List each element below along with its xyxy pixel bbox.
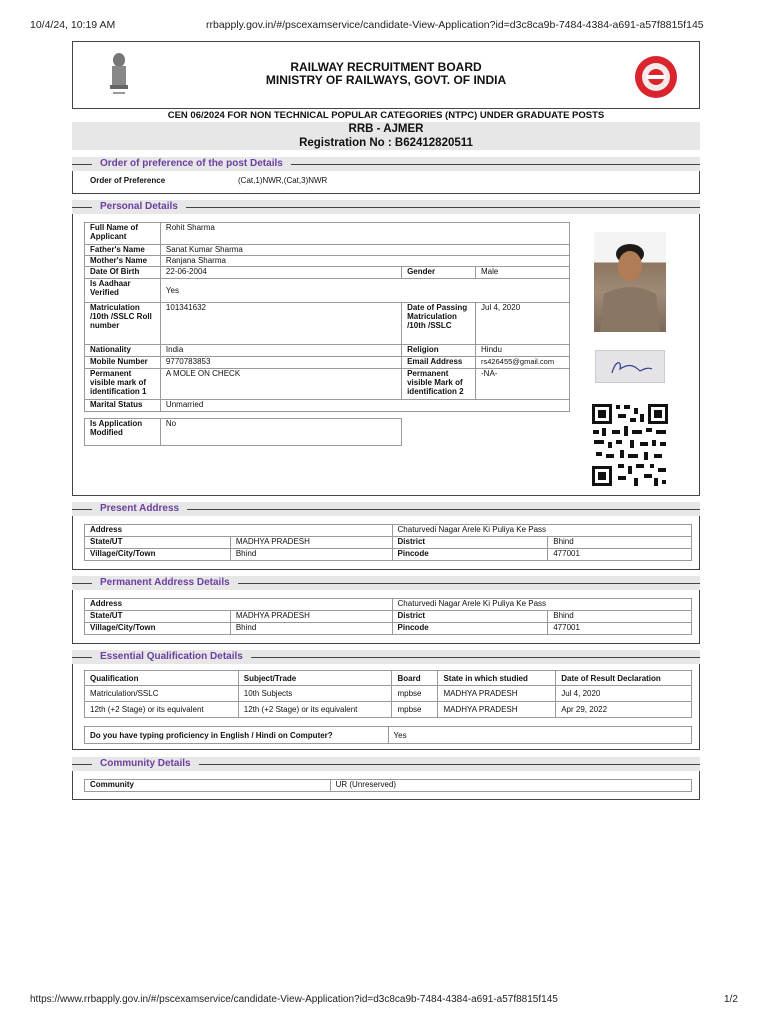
religion-value: Hindu [476, 345, 570, 357]
modified-label: Is Application Modified [85, 419, 161, 446]
gender-value: Male [476, 267, 570, 279]
aadhaar-value: Yes [160, 279, 569, 303]
marital-label: Marital Status [85, 400, 161, 412]
exam-title: CEN 06/2024 FOR NON TECHNICAL POPULAR CATEGORIES (NTPC) UNDER GRADUATE POSTS [167, 110, 605, 121]
permanent-district-label: District [392, 611, 548, 623]
present-pincode-label: Pincode [392, 549, 548, 561]
mother-name-value: Ranjana Sharma [160, 256, 569, 267]
table-row [85, 611, 692, 623]
marital-value: Unmarried [160, 400, 569, 412]
table-row [85, 623, 692, 635]
print-timestamp: 10/4/24, 10:19 AM [30, 19, 116, 31]
table-cell: Jul 4, 2020 [556, 686, 692, 702]
community-table [84, 779, 692, 792]
present-village-label: Village/City/Town [85, 549, 231, 561]
permanent-pincode-value: 477001 [548, 623, 692, 635]
indian-railways-logo-icon [634, 55, 678, 99]
table-row [85, 245, 570, 256]
preference-section-title: Order of preference of the post Details [92, 157, 291, 171]
applicant-signature [595, 350, 665, 383]
modified-value: No [160, 419, 401, 446]
board-header [72, 41, 700, 109]
table-cell: mpbse [392, 702, 438, 718]
matric-date-label: Date of Passing Matriculation /10th /SSLC [402, 303, 476, 345]
gender-label: Gender [402, 267, 476, 279]
full-name-value: Rohit Sharma [160, 223, 569, 245]
modified-table [84, 418, 402, 446]
preference-label: Order of Preference [90, 176, 166, 185]
mark2-label: Permanent visible Mark of identification 2 [402, 369, 476, 400]
present-state-label: State/UT [85, 537, 231, 549]
table-row [85, 537, 692, 549]
religion-label: Religion [402, 345, 476, 357]
nationality-value: India [160, 345, 401, 357]
mark1-value: A MOLE ON CHECK [160, 369, 401, 400]
typing-label: Do you have typing proficiency in English / Hindi on Computer? [85, 727, 389, 744]
table-cell: 12th (+2 Stage) or its equivalent [85, 702, 239, 718]
mobile-value: 9770783853 [160, 357, 401, 369]
permanent-district-value: Bhind [548, 611, 692, 623]
father-name-label: Father's Name [85, 245, 161, 256]
column-header: Date of Result Declaration [556, 671, 692, 686]
permanent-address-section-title: Permanent Address Details [92, 576, 238, 590]
typing-proficiency-table [84, 726, 692, 744]
table-cell: Apr 29, 2022 [556, 702, 692, 718]
personal-details-table [84, 222, 570, 412]
table-row [85, 549, 692, 561]
exam-info-band [72, 122, 700, 150]
print-page-number: 1/2 [724, 994, 738, 1005]
table-row [85, 223, 570, 245]
column-header: Board [392, 671, 438, 686]
personal-section-header [72, 200, 700, 214]
table-cell: 10th Subjects [238, 686, 392, 702]
email-label: Email Address [402, 357, 476, 369]
community-section-title: Community Details [92, 757, 199, 771]
permanent-state-label: State/UT [85, 611, 231, 623]
qualification-section-title: Essential Qualification Details [92, 650, 251, 664]
table-cell: MADHYA PRADESH [438, 686, 556, 702]
table-row [85, 256, 570, 267]
permanent-pincode-label: Pincode [392, 623, 548, 635]
present-address-value: Chaturvedi Nagar Arele Ki Puliya Ke Pass [392, 525, 691, 537]
table-row [85, 599, 692, 611]
table-cell: 12th (+2 Stage) or its equivalent [238, 702, 392, 718]
present-village-value: Bhind [230, 549, 392, 561]
mother-name-label: Mother's Name [85, 256, 161, 267]
board-title-line1: RAILWAY RECRUITMENT BOARD [290, 60, 482, 74]
table-row [85, 357, 570, 369]
table-row [85, 702, 692, 718]
registration-number: Registration No : B62412820511 [299, 137, 473, 149]
community-value: UR (Unreserved) [330, 780, 691, 792]
person-photo-icon [594, 232, 666, 332]
table-row [85, 419, 402, 446]
present-state-value: MADHYA PRADESH [230, 537, 392, 549]
permanent-address-value: Chaturvedi Nagar Arele Ki Puliya Ke Pass [392, 599, 691, 611]
present-district-label: District [392, 537, 548, 549]
aadhaar-label: Is Aadhaar Verified [85, 279, 161, 303]
mobile-label: Mobile Number [85, 357, 161, 369]
mark2-value: -NA- [476, 369, 570, 400]
table-cell: mpbse [392, 686, 438, 702]
typing-value: Yes [388, 727, 691, 744]
community-label: Community [85, 780, 331, 792]
permanent-village-label: Village/City/Town [85, 623, 231, 635]
father-name-value: Sanat Kumar Sharma [160, 245, 569, 256]
table-row [85, 780, 692, 792]
permanent-address-section-header [72, 576, 700, 590]
column-header: Subject/Trade [238, 671, 392, 686]
preference-section [72, 171, 700, 194]
column-header: State in which studied [438, 671, 556, 686]
preference-value: (Cat,1)NWR,(Cat,3)NWR [238, 176, 328, 185]
matric-roll-label: Matriculation /10th /SSLC Roll number [85, 303, 161, 345]
preference-section-header [72, 157, 700, 171]
qualification-section-header [72, 650, 700, 664]
present-address-table [84, 524, 692, 561]
rrb-name: RRB - AJMER [348, 123, 424, 135]
permanent-state-value: MADHYA PRADESH [230, 611, 392, 623]
table-cell: Matriculation/SSLC [85, 686, 239, 702]
nationality-label: Nationality [85, 345, 161, 357]
dob-value: 22-06-2004 [160, 267, 401, 279]
present-address-section-header [72, 502, 700, 516]
board-title [73, 61, 699, 87]
present-address-label: Address [85, 525, 393, 537]
print-footer-url: https://www.rrbapply.gov.in/#/pscexamservice/candidate-View-Application?id=d3c8ca9b-7484-4384-a691-a57f8815f145 [30, 994, 558, 1005]
dob-label: Date Of Birth [85, 267, 161, 279]
permanent-address-table [84, 598, 692, 635]
table-row [85, 369, 570, 400]
full-name-label: Full Name of Applicant [85, 223, 161, 245]
community-section-header [72, 757, 700, 771]
column-header: Qualification [85, 671, 239, 686]
table-row [85, 345, 570, 357]
signature-icon [596, 351, 666, 384]
board-title-line2: MINISTRY OF RAILWAYS, GOVT. OF INDIA [265, 73, 507, 87]
table-row [85, 525, 692, 537]
matric-roll-value: 101341632 [160, 303, 401, 345]
print-header-url: rrbapply.gov.in/#/pscexamservice/candidate-View-Application?id=d3c8ca9b-7484-4384-a691-a57f8815f145 [206, 19, 704, 31]
present-pincode-value: 477001 [548, 549, 692, 561]
applicant-photo [594, 232, 666, 332]
table-row [85, 727, 692, 744]
personal-section-title: Personal Details [92, 200, 186, 214]
email-value: rs426455@gmail.com [476, 357, 570, 369]
table-row [85, 303, 570, 345]
matric-date-value: Jul 4, 2020 [476, 303, 570, 345]
table-row [85, 279, 570, 303]
table-row [85, 400, 570, 412]
present-address-section-title: Present Address [92, 502, 187, 516]
present-district-value: Bhind [548, 537, 692, 549]
qr-code-icon [590, 402, 670, 488]
qualification-table [84, 670, 692, 718]
table-cell: MADHYA PRADESH [438, 702, 556, 718]
permanent-village-value: Bhind [230, 623, 392, 635]
table-header-row [85, 671, 692, 686]
permanent-address-label: Address [85, 599, 393, 611]
table-row [85, 267, 570, 279]
table-row [85, 686, 692, 702]
mark1-label: Permanent visible mark of identification 1 [85, 369, 161, 400]
